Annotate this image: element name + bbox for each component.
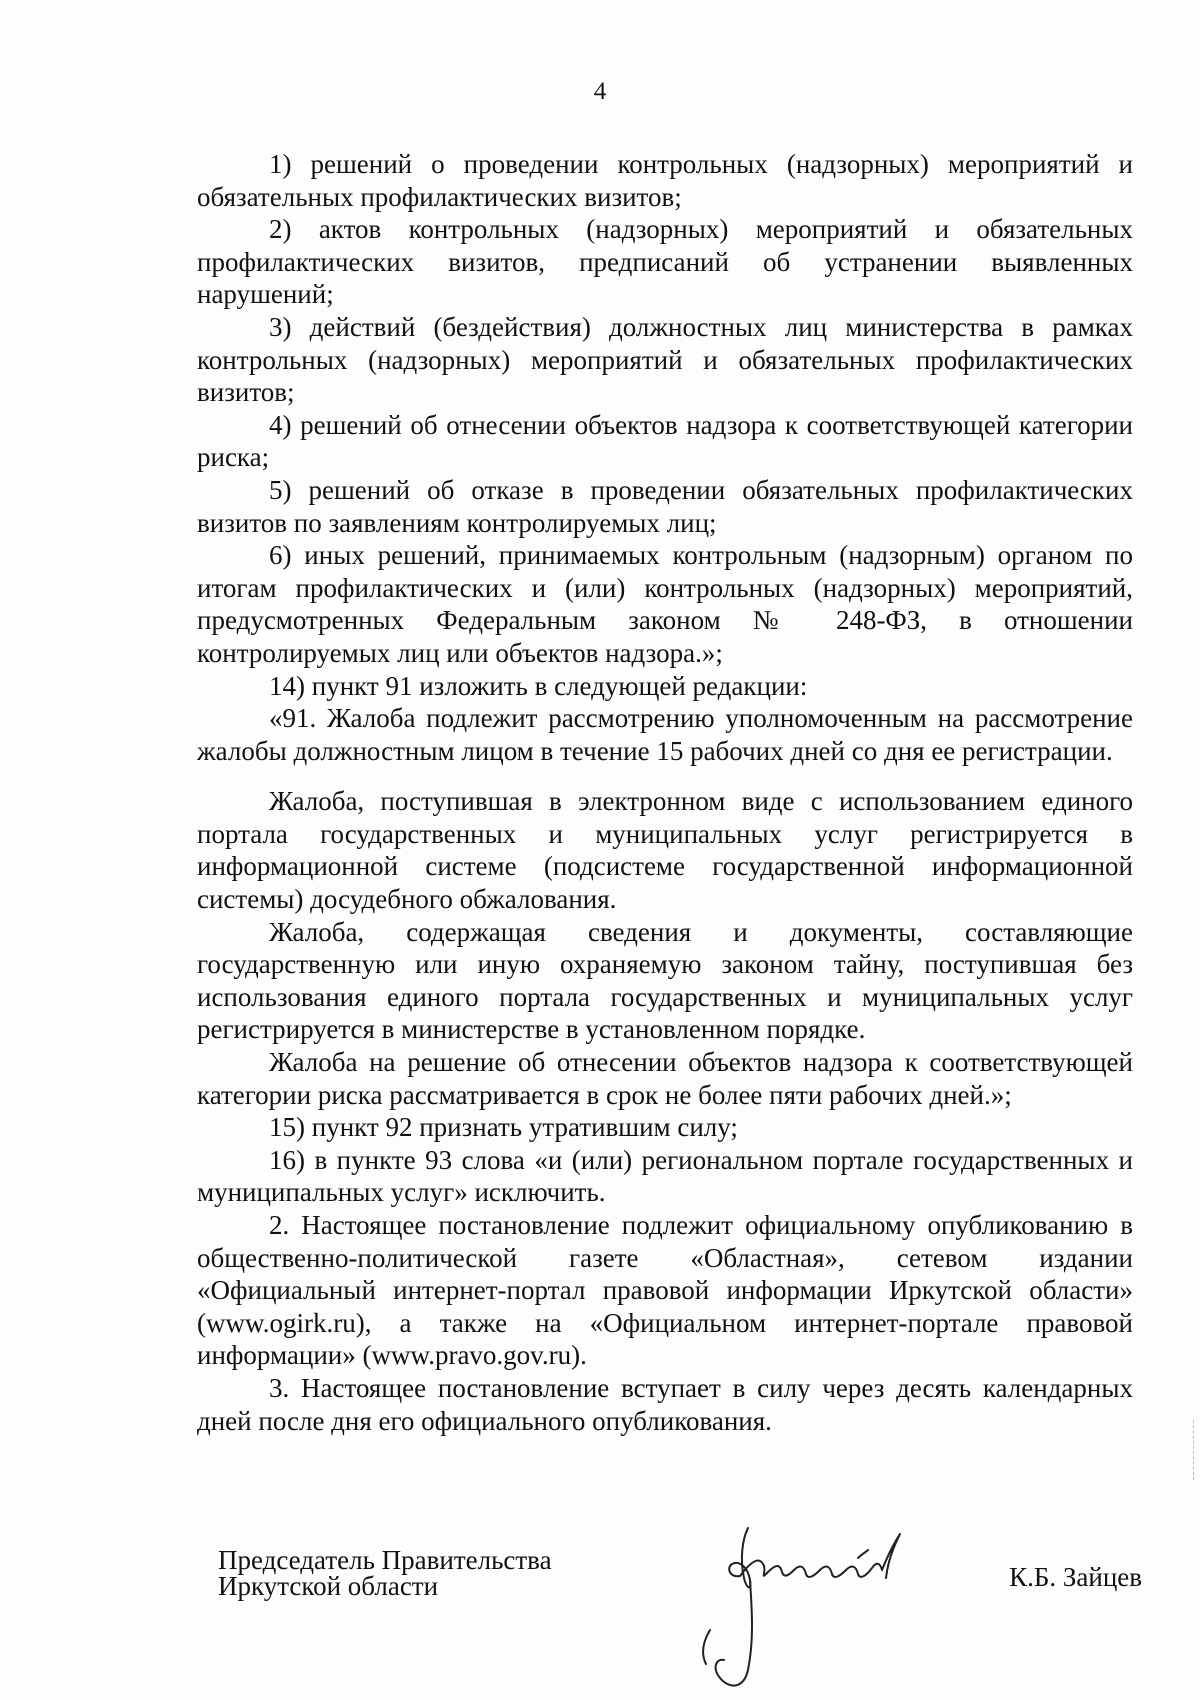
paragraph: 2) актов контрольных (надзорных) мероприятий и обязательных профилактических визитов, предписаний об устранении выявленных нарушений; (197, 214, 1133, 310)
paragraph: 1) решений о проведении контрольных (надзорных) мероприятий и обязательных профилактических визитов; (197, 149, 1133, 212)
signatory-name: К.Б. Зайцев (1009, 1562, 1142, 1592)
page-number: 4 (593, 78, 607, 105)
document-body (197, 148, 1133, 1437)
paragraph: 16) в пункте 93 слова «и (или) региональном портале государственных и муниципальных услуг» исключить. (197, 1144, 1133, 1208)
signatory-title-line: Иркутской области (218, 1571, 439, 1601)
paragraph: Жалоба, содержащая сведения и документы, составляющие государственную или иную охраняемую законом тайну, поступившая без использования единого портала государственных и муниципальных услуг регистрируется в министерстве в установленном порядке. (197, 916, 1133, 1045)
paragraph: 2. Настоящее постановление подлежит официальному опубликованию в общественно-политической газете «Областная», сетевом издании «Официальный интернет-портал правовой информации Иркутской области» (www.ogirk.ru), а также на «Официальном интернет-портале правовой информации» (www.pravo.gov.ru). (197, 1210, 1133, 1371)
paragraph: 14) пункт 91 изложить в следующей редакции: (269, 670, 808, 701)
paragraph: 5) решений об отказе в проведении обязательных профилактических визитов по заявлениям контролируемых лиц; (197, 474, 1133, 538)
paragraph: «91. Жалоба подлежит рассмотрению уполномоченным на рассмотрение жалобы должностным лицом в течение 15 рабочих дней со дня ее регистрации. (197, 703, 1133, 766)
paragraph: 3) действий (бездействия) должностных лиц министерства в рамках контрольных (надзорных) мероприятий и обязательных профилактических визитов; (197, 311, 1133, 408)
paragraph: 6) иных решений, принимаемых контрольным (надзорным) органом по итогам профилактических и (или) контрольных (надзорных) мероприятий, предусмотренных Федеральным законом № 248-ФЗ, в отношении контролируемых лиц или объектов надзора.»; (197, 540, 1133, 668)
signatory-title (218, 1547, 552, 1599)
signatory-title-line: Председатель Правительства (218, 1545, 552, 1575)
handwritten-signature (690, 1520, 960, 1700)
paragraph: 4) решений об отнесении объектов надзора к соответствующей категории риска; (197, 409, 1133, 473)
paragraph: 3. Настоящее постановление вступает в силу через десять календарных дней после дня его официального опубликования. (197, 1372, 1133, 1436)
paragraph: Жалоба, поступившая в электронном виде с использованием единого портала государственных и муниципальных услуг регистрируется в информационной системе (подсистеме государственной информационной системы) досудебного обжалования. (197, 786, 1133, 915)
paragraph: 15) пункт 92 признать утратившим силу; (269, 1112, 738, 1143)
scan-edge-mark (1191, 1420, 1194, 1480)
paragraph: Жалоба на решение об отнесении объектов надзора к соответствующей категории риска рассматривается в срок не более пяти рабочих дней.»; (197, 1047, 1133, 1110)
